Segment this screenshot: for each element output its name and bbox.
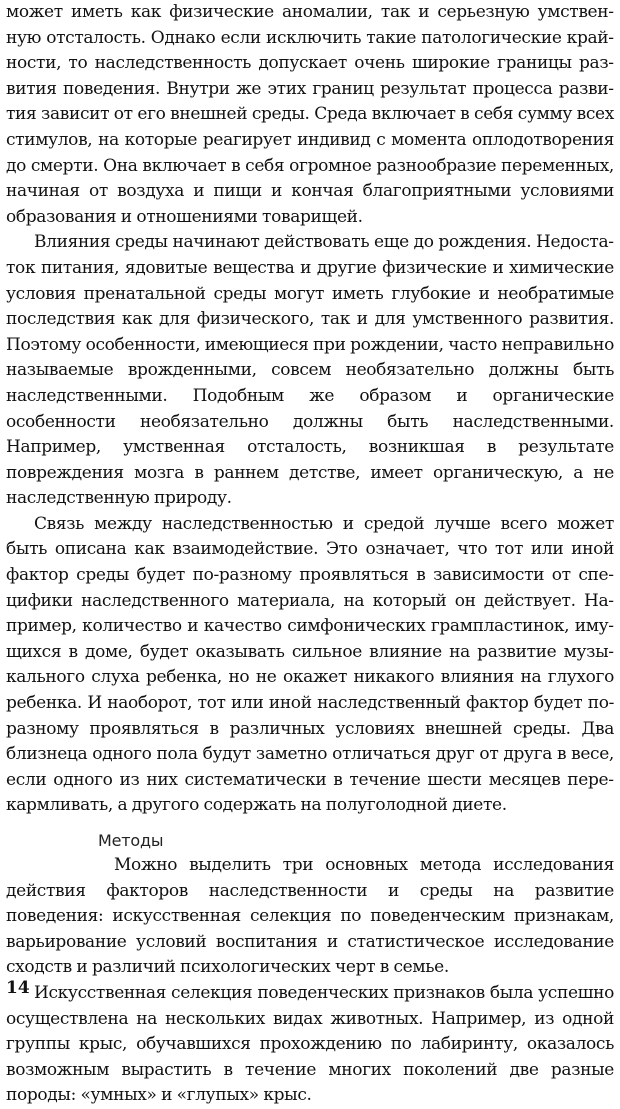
paragraph-1: может иметь как физические аномалии, так и серьезную умственную отсталость. Однако если исключить такие патологические крайности, то наследственность допускает очень широкие границы развития поведения. Внутри же этих границ результат процесса развития зависит от его внешней среды. Среда включает в себя сумму всех стимулов, на которые реагирует индивид с момента оплодотворения до смерти. Она включает в себя огромное разнообразие переменных, начиная от воздуха и пищи и кончая благоприятными условиями образования и отношениями товарищей. (6, 2, 614, 227)
paragraph-4: Можно выделить три основных метода исследования действия факторов наследственности и среды на развитие поведения: искусственная селекция по поведенческим признакам, варьирование условий воспитания и статистическое исследование сходств и различий психологических черт в семье. (6, 855, 614, 978)
book-page (6, 0, 614, 1109)
page-number: 14 (6, 978, 30, 998)
paragraph-2: Влияния среды начинают действовать еще до рождения. Недостаток питания, ядовитые вещества и другие физические и химические условия пренатальной среды могут иметь глубокие и необратимые последствия как для физического, так и для умственного развития. Поэтому особенности, имеющиеся при рождении, часто неправильно называемые врожденными, совсем необязательно должны быть наследственными. Подобным же образом и органические особенности необязательно должны быть наследственными. Например, умственная отсталость, возникшая в результате повреждения мозга в раннем детстве, имеет органическую, а не наследственную природу. (6, 232, 614, 509)
paragraph-5: Искусственная селекция поведенческих признаков была успешно осуществлена на нескольких видах животных. Например, из одной группы крыс, обучавшихся прохождению по лабиринту, оказалось возможным вырастить в течение многих поколений две разные породы: «умных» и «глупых» крыс. (6, 982, 614, 1106)
paragraph-3: Связь между наследственностью и средой лучше всего может быть описана как взаимодействие. Это означает, что тот или иной фактор среды будет по-разному проявляться в зависимости от специфики наследственного материала, на который он действует. Например, количество и качество симфонических грампластинок, имущихся в доме, будет оказывать сильное влияние на развитие музыкального слуха ребенка, но не окажет никакого влияния на глухого ребенка. И наоборот, тот или иной наследственный фактор будет по-разному проявляться в различных условиях внешней среды. Два близнеца одного пола будут заметно отличаться друг от друга в весе, если одного из них систематически в течение шести месяцев перекармливать, а другого содержать на полуголодной диете. (6, 513, 614, 816)
section-heading: Методы (98, 831, 164, 850)
